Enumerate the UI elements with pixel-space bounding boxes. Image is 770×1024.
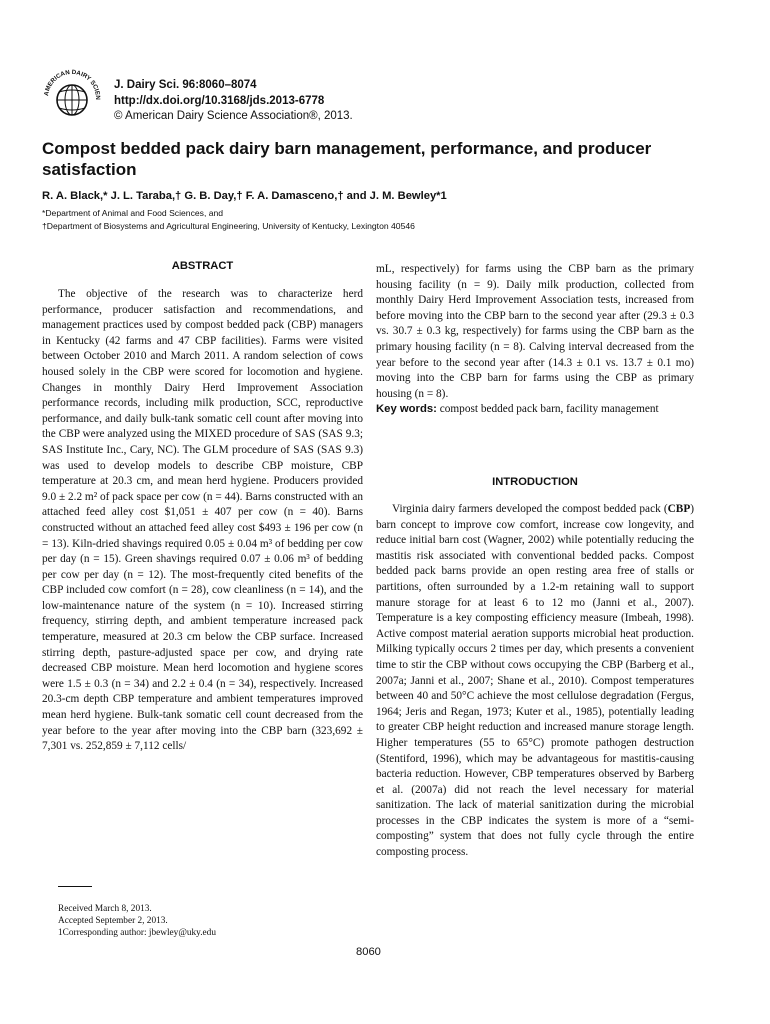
- affiliation-1: *Department of Animal and Food Sciences, and: [42, 208, 224, 218]
- received-date: Received March 8, 2013.: [58, 904, 152, 914]
- introduction-heading: INTRODUCTION: [492, 476, 578, 488]
- copyright-line: © American Dairy Science Association®, 2013.: [114, 110, 353, 122]
- abstract-body: [42, 287, 363, 755]
- abstract-continuation-text: mL, respectively) for farms using the CBP barn as the primary housing facility (n = 9). Daily milk production, collected from monthly Dairy Herd Improvement Association tests, increased from before moving into the CBP barn to the second year after (29.3 ± 0.3 vs. 30.7 ± 0.3 kg, respectively) for farms using the CBP barn as the primary housing facility (n = 8). Calving interval decreased from the year before to the second year after (14.3 ± 0.1 vs. 13.7 ± 0.1 mo) moving into the CBP barn for farms using the CBP as primary housing (n = 8).: [376, 263, 694, 400]
- author-list: R. A. Black,* J. L. Taraba,† G. B. Day,† F. A. Damasceno,† and J. M. Bewley*1: [42, 190, 447, 202]
- american-dairy-science-association-seal-icon: [40, 64, 104, 128]
- corresponding-author: 1Corresponding author: jbewley@uky.edu: [58, 928, 216, 938]
- abstract-continuation: [376, 262, 694, 418]
- affiliation-2: †Department of Biosystems and Agricultural Engineering, University of Kentucky, Lexington 40546: [42, 221, 415, 231]
- footnote-divider: [58, 886, 92, 887]
- svg-text:AMERICAN DAIRY SCIENCE ASSOCIA: [40, 64, 101, 100]
- introduction-body: [376, 502, 694, 861]
- journal-citation: J. Dairy Sci. 96:8060–8074: [114, 79, 257, 91]
- abstract-paragraph: The objective of the research was to characterize herd performance, producer satisfaction and recommendations, and management practices used by compost bedded pack (CBP) managers in Kentucky (42 farms and 47 CBP facilities). Farms were visited between October 2010 and March 2011. A random selection of cows housed solely in the CBP were scored for locomotion and hygiene. Changes in monthly Dairy Herd Improvement Association performance records, including milk production, SCC, reproductive performance, and daily bulk-tank somatic cell count after moving into the CBP were analyzed using the MIXED procedure of SAS (SAS 9.3; SAS Institute Inc., Cary, NC). The GLM procedure of SAS (SAS 9.3) was used to develop models to describe CBP moisture, CBP temperature at 20.3 cm, and mean herd hygiene. Producers provided 9.0 ± 2.2 m² of pack space per cow (n = 44). Barns constructed with an attached feed alley cost $1,051 ± 407 per cow (n = 40). Barns constructed without an attached feed alley cost $493 ± 196 per cow (n = 13). Kiln-dried shavings required 0.05 ± 0.04 m³ of bedding per cow per day (n = 15). Green shavings required 0.07 ± 0.06 m³ of bedding per cow per day (n = 12). The most-frequently cited benefits of the CBP included cow comfort (n = 28), cow cleanliness (n = 14), and the low-maintenance nature of the system (n = 10). Increased stirring frequency, stirring depth, and ambient temperature increased pack temperature, measured at 20.3 cm below the CBP surface. Increased stirring depth, pasture-adjusted space per cow, and drying rate decreased CBP moisture. Mean herd locomotion and hygiene scores were 1.5 ± 0.3 (n = 34) and 2.2 ± 0.4 (n = 34), respectively. Increased 20.3-cm depth CBP temperature and ambient temperatures improved mean herd hygiene. Bulk-tank somatic cell count decreased from the year before to the year after moving into the CBP barn (323,692 ± 7,301 vs. 252,859 ± 7,112 cells/: [42, 288, 363, 753]
- page-number: 8060: [356, 946, 381, 958]
- introduction-paragraph: [376, 502, 694, 861]
- journal-logo: [40, 64, 104, 128]
- seal-text: AMERICAN DAIRY SCIEN: [43, 68, 102, 100]
- doi-link[interactable]: http://dx.doi.org/10.3168/jds.2013-6778: [114, 94, 325, 107]
- abstract-heading: ABSTRACT: [171, 260, 234, 272]
- intro-text-rest: ) barn concept to improve cow comfort, increase cow longevity, and reduce initial barn cost (Wagner, 2002) while potentially reducing the mastitis risk associated with conventional bedded packs. Compost bedded pack barns provide an open resting area free of stalls or partitions, often surrounded by a 1.2-m retaining wall to support manure storage for at least 6 to 12 mo (Janni et al., 2007). Temperature is a key composting efficiency measure (Imbeah, 1998). Active compost material aeration supports microbial heat production. Milking typically occurs 2 times per day, which presents a convenient time to stir the CBP without cows occupying the CBP (Barberg et al., 2007a; Janni et al., 2007; Shane et al., 2010). Compost temperatures between 40 and 50°C achieve the most cellulose degradation (Fergus, 1964; Jeris and Regan, 1973; Kuter et al., 1985), potentially leading to greater CBP height reduction and increased manure storage length. Higher temperatures (55 to 65°C) promote pathogen destruction (Stentiford, 1996), which may be advantageous for mastitis-causing bacteria reduction. However, CBP temperatures observed by Barberg et al. (2007a) did not reach the level necessary for material sanitization. The lack of material sanitization during the microbial processes in the CBP indicates the system is more of a “semi-composting” system that does not fully cycle through the entire composting process.: [376, 503, 694, 859]
- keywords-text: compost bedded pack barn, facility management: [439, 403, 659, 416]
- article-title: Compost bedded pack dairy barn management, performance, and producer satisfaction: [42, 139, 652, 179]
- keywords-label: Key words:: [376, 403, 437, 416]
- intro-abbrev-cbp: CBP: [667, 503, 691, 515]
- intro-text-start: Virginia dairy farmers developed the compost bedded pack (: [392, 503, 668, 515]
- footnotes: [58, 903, 216, 939]
- keywords-line: [376, 402, 694, 418]
- accepted-date: Accepted September 2, 2013.: [58, 916, 168, 926]
- journal-header: [114, 78, 353, 125]
